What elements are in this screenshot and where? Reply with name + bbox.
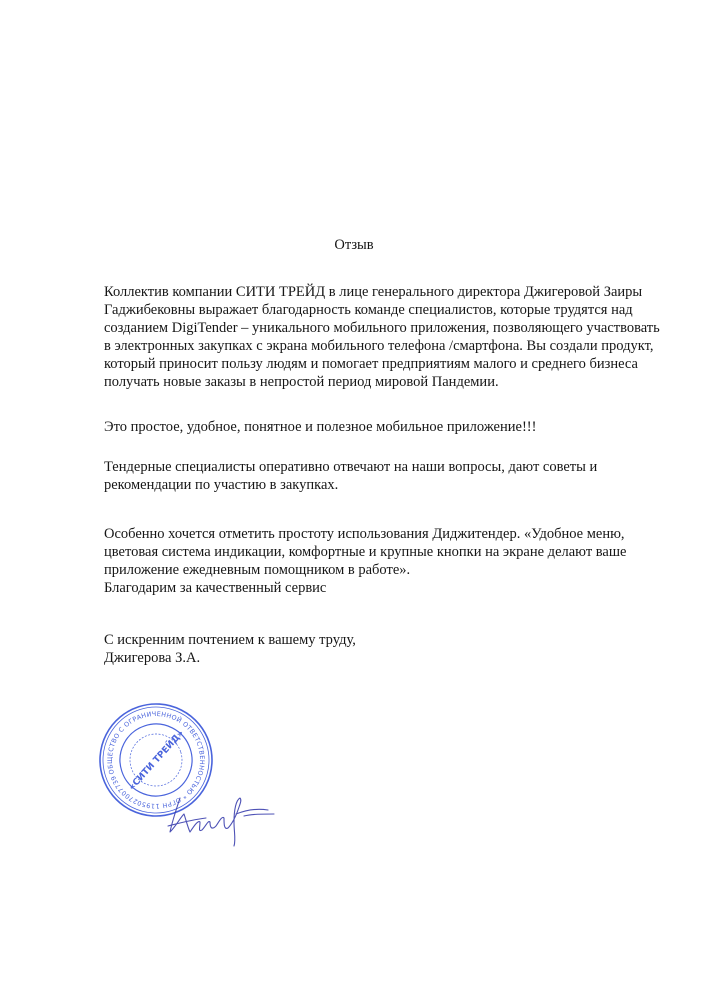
- paragraph-4-line-3: приложение ежедневным помощником в работе».: [104, 562, 411, 578]
- paragraph-1-line-1: Коллектив компании СИТИ ТРЕЙД в лице генерального директора Джигеровой Заиры: [104, 284, 643, 300]
- handwritten-signature: [150, 770, 280, 850]
- paragraph-4-line-4: Благодарим за качественный сервис: [104, 580, 327, 596]
- paragraph-1-line-6: получать новые заказы в непростой период мировой Пандемии.: [104, 374, 499, 390]
- paragraph-1-line-5: который приносит пользу людям и помогает предприятиям малого и среднего бизнеса: [104, 356, 638, 372]
- paragraph-2: Это простое, удобное, понятное и полезное мобильное приложение!!!: [104, 419, 537, 435]
- paragraph-1-line-3: созданием DigiTender – уникального мобильного приложения, позволяющего участвовать: [104, 320, 660, 336]
- paragraph-4-line-2: цветовая система индикации, комфортные и крупные кнопки на экране делают ваше: [104, 544, 627, 560]
- paragraph-4-line-1: Особенно хочется отметить простоту использования Диджитендер. «Удобное меню,: [104, 526, 625, 542]
- paragraph-3-line-2: рекомендации по участию в закупках.: [104, 477, 339, 493]
- stamp-ring-text: ОБЩЕСТВО С ОГРАНИЧЕННОЙ ОТВЕТСТВЕННОСТЬЮ * ОГРН 1195027007739: [105, 709, 207, 811]
- signature-icon: [150, 770, 280, 850]
- stamp-center-text: «СИТИ ТРЕЙД»: [127, 728, 187, 793]
- paragraph-3-line-1: Тендерные специалисты оперативно отвечают на наши вопросы, дают советы и: [104, 459, 598, 475]
- signatory-name: Джигерова З.А.: [104, 650, 201, 666]
- paragraph-1-line-2: Гаджибековны выражает благодарность команде специалистов, которые трудятся над: [104, 302, 633, 318]
- paragraph-1-line-4: в электронных закупках с экрана мобильного телефона /смартфона. Вы создали продукт,: [104, 338, 654, 354]
- letter-title: Отзыв: [334, 237, 374, 253]
- closing-line: С искренним почтением к вашему труду,: [104, 632, 356, 648]
